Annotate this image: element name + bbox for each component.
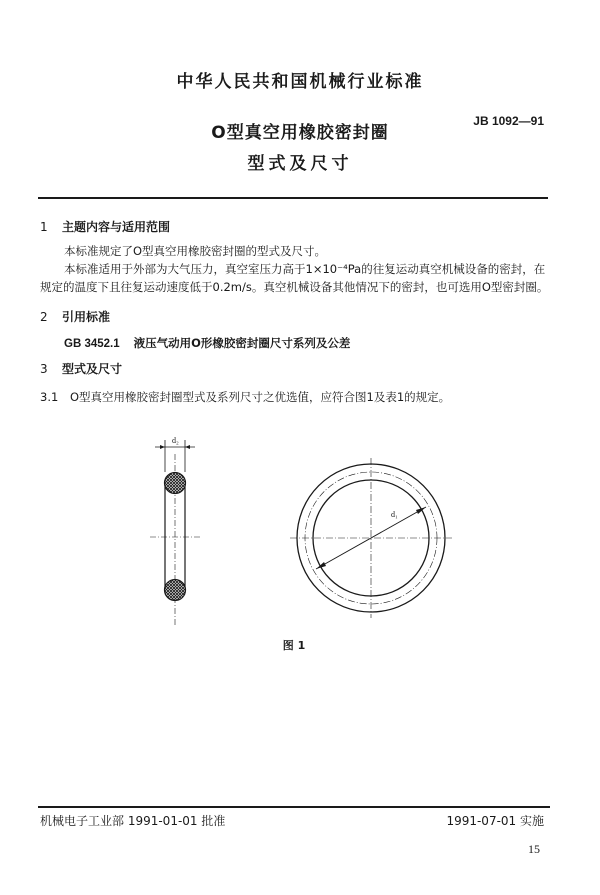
approval-note: 机械电子工业部 1991-01-01 批准 xyxy=(40,814,226,828)
reference-code: GB 3452.1 xyxy=(64,338,120,350)
section-1-paragraph-2-text: 本标准适用于外部为大气压力，真空室压力高于1×10⁻⁴Pa的往复运动真空机械设备的密封，在规定的温度下且往复运动速度低于0.2m/s。真空机械设备其他情况下的密封，也可选用O型密封圈。 xyxy=(40,262,549,294)
top-section-circle xyxy=(165,473,186,494)
bottom-section-circle xyxy=(165,580,186,601)
footer-divider xyxy=(38,806,550,808)
subsection-3-1-number: 3.1 xyxy=(40,390,59,404)
seal-front-view xyxy=(290,458,452,618)
reference-title: 液压气动用O形橡胶密封圈尺寸系列及公差 xyxy=(133,336,351,350)
section-1-paragraph-1: 本标准规定了O型真空用橡胶密封圈的型式及尺寸。 xyxy=(64,244,327,258)
section-3-title: 型式及尺寸 xyxy=(62,362,123,376)
figure-caption: 图 1 xyxy=(282,639,306,652)
d1-label: d₁ xyxy=(391,510,398,519)
section-1-title: 主题内容与适用范围 xyxy=(62,220,171,234)
section-2-title: 引用标准 xyxy=(62,310,111,324)
standard-org-header: 中华人民共和国机械行业标准 xyxy=(176,72,424,92)
page-number: 15 xyxy=(528,842,540,856)
seal-side-section-view xyxy=(150,436,202,625)
implementation-date: 1991-07-01 实施 xyxy=(446,814,544,828)
subsection-3-1-text: O型真空用橡胶密封圈型式及系列尺寸之优选值，应符合图1及表1的规定。 xyxy=(70,390,451,404)
document-subtitle: 型式及尺寸 xyxy=(247,154,353,174)
section-3-number: 3 xyxy=(40,362,48,376)
document-title: O型真空用橡胶密封圈 xyxy=(211,123,389,143)
section-1-number: 1 xyxy=(40,220,48,234)
d2-label: d₂ xyxy=(172,436,179,445)
standard-number: JB 1092—91 xyxy=(473,114,544,128)
section-2-number: 2 xyxy=(40,310,48,324)
